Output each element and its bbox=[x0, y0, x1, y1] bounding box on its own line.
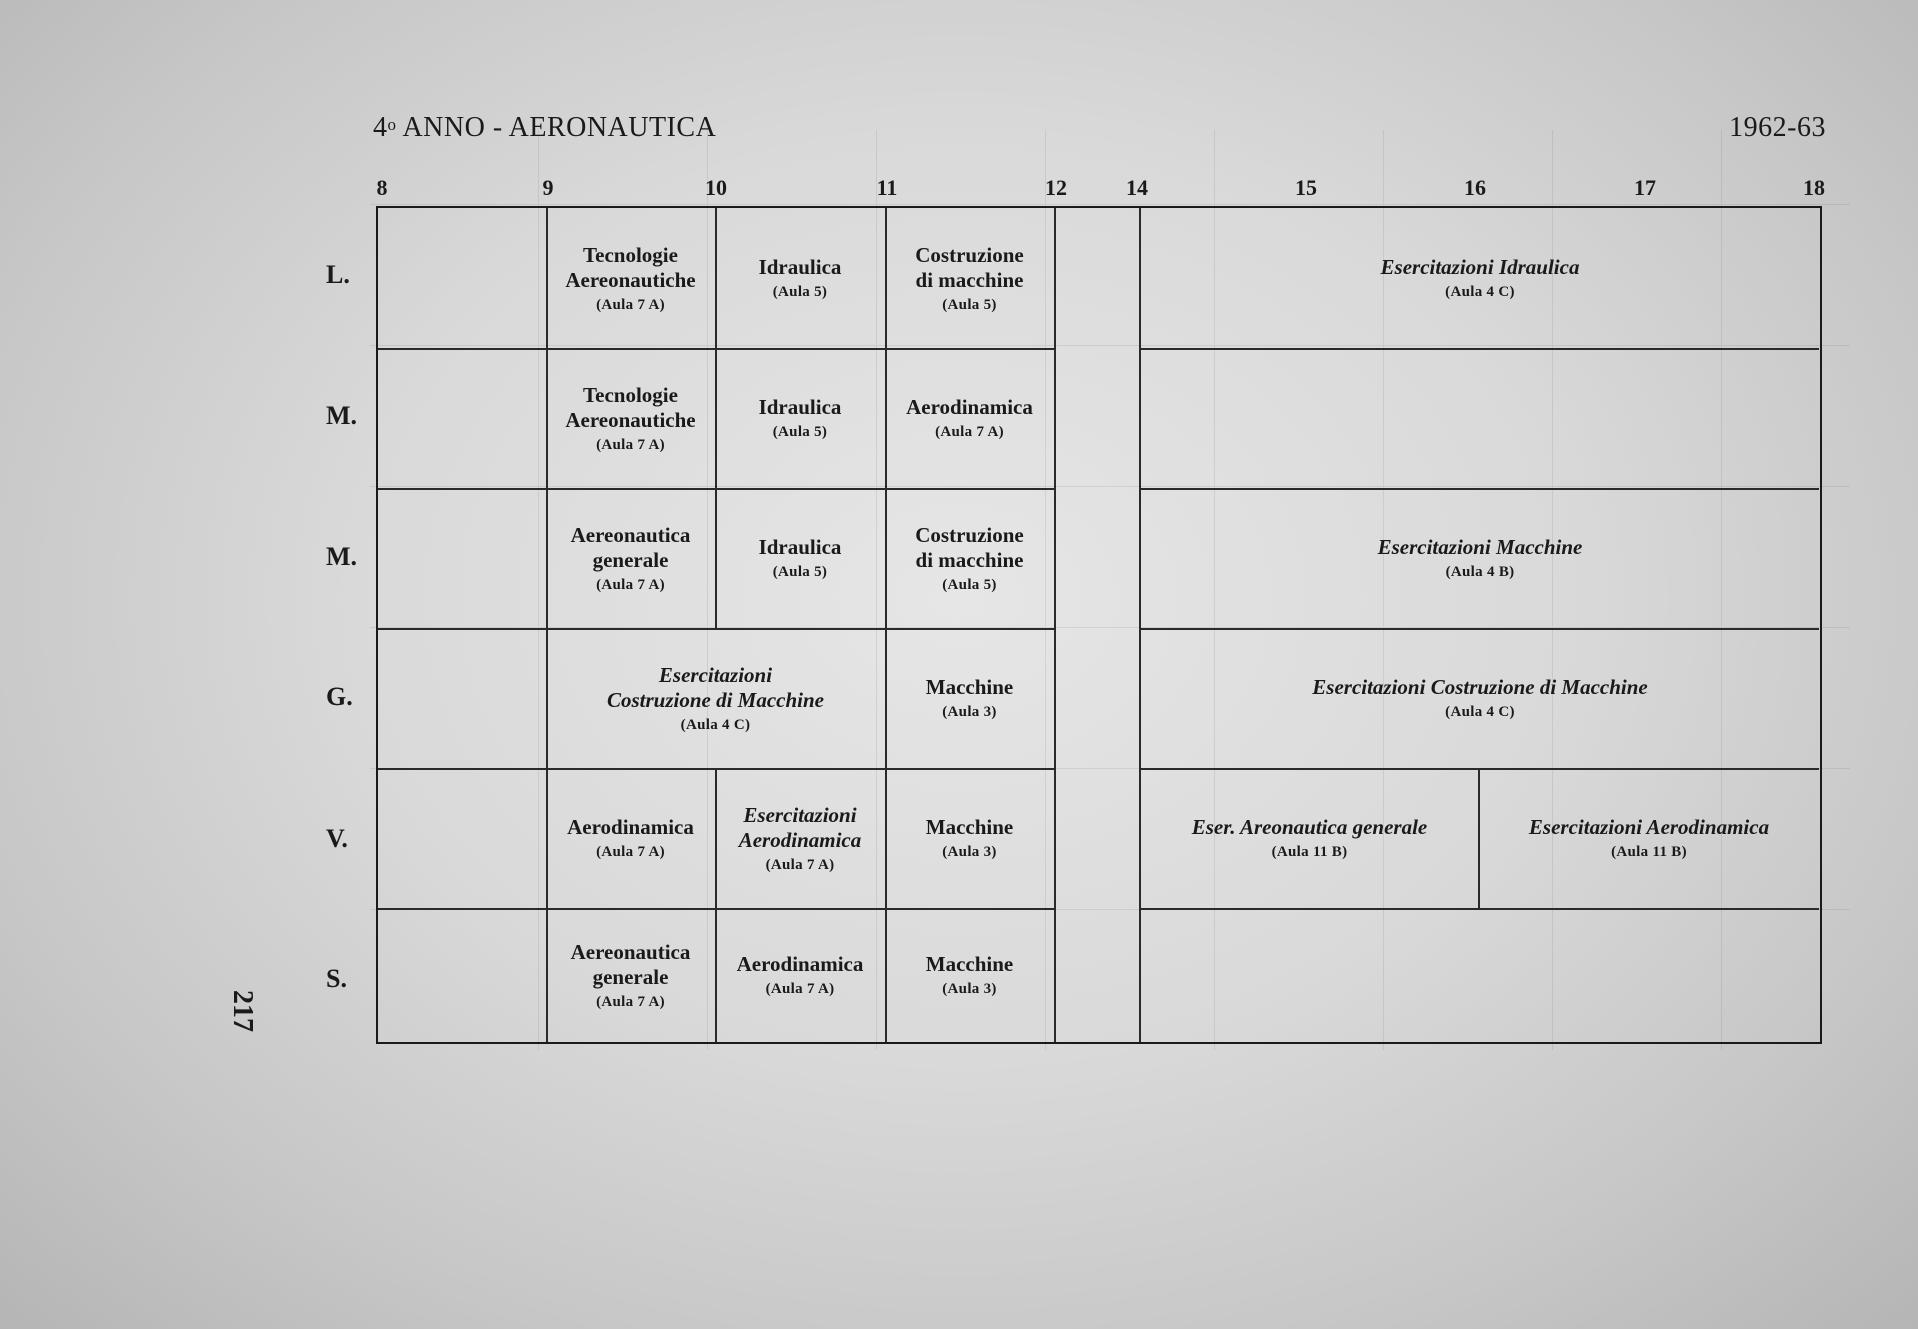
room-label: (Aula 7 A) bbox=[596, 844, 665, 860]
class-cell bbox=[885, 208, 1054, 348]
room-label: (Aula 7 A) bbox=[935, 424, 1004, 440]
hour-label: 17 bbox=[1634, 175, 1656, 200]
hour-label: 8 bbox=[376, 175, 388, 200]
course-name: Aerodinamica bbox=[906, 395, 1033, 419]
class-cell bbox=[885, 348, 1054, 488]
class-cell bbox=[715, 768, 885, 908]
room-label: (Aula 4 C) bbox=[680, 716, 751, 733]
course-name: Esercitazioni Idraulica bbox=[1380, 255, 1580, 279]
course-name: Macchine bbox=[925, 675, 1014, 699]
course-name: Idraulica bbox=[758, 255, 842, 279]
class-cell bbox=[885, 908, 1054, 1042]
class-cell bbox=[1479, 768, 1819, 908]
class-cell bbox=[885, 628, 1054, 768]
room-label: (Aula 5) bbox=[772, 564, 828, 580]
class-cell bbox=[546, 348, 715, 488]
room-label: (Aula 7 A) bbox=[596, 993, 665, 1010]
hour-label: 16 bbox=[1464, 175, 1486, 200]
class-cell bbox=[885, 768, 1054, 908]
course-name: Idraulica bbox=[758, 395, 842, 419]
hour-label: 12 bbox=[1045, 175, 1067, 200]
class-cell bbox=[1141, 208, 1819, 348]
class-cell bbox=[715, 488, 885, 628]
class-cell bbox=[1141, 628, 1819, 768]
room-label: (Aula 7 A) bbox=[765, 981, 835, 997]
room-label: (Aula 5) bbox=[942, 296, 997, 313]
hour-label: 9 bbox=[542, 175, 554, 200]
room-label: (Aula 3) bbox=[942, 981, 997, 997]
course-name: Costruzione di macchine bbox=[915, 522, 1024, 572]
course-name: Aerodinamica bbox=[736, 952, 864, 976]
page-number: 217 bbox=[227, 990, 258, 1032]
room-label: (Aula 7 A) bbox=[596, 436, 665, 453]
day-label: M. bbox=[326, 401, 358, 430]
course-name: Esercitazioni Costruzione di Macchine bbox=[1312, 675, 1648, 699]
room-label: (Aula 4 C) bbox=[1445, 704, 1515, 720]
hour-label: 15 bbox=[1295, 175, 1317, 200]
grid-line bbox=[1141, 908, 1819, 910]
room-label: (Aula 3) bbox=[942, 704, 997, 720]
course-name: Esercitazioni Aerodinamica bbox=[738, 802, 862, 852]
day-label: M. bbox=[326, 542, 358, 571]
hour-label: 18 bbox=[1803, 175, 1825, 200]
room-label: (Aula 11 B) bbox=[1271, 844, 1348, 860]
class-cell bbox=[715, 908, 885, 1042]
class-cell bbox=[1141, 768, 1478, 908]
day-label: L. bbox=[326, 260, 350, 289]
timetable-grid bbox=[376, 206, 1822, 1044]
course-name: Esercitazioni Costruzione di Macchine bbox=[606, 662, 825, 712]
class-cell bbox=[1141, 488, 1819, 628]
room-label: (Aula 5) bbox=[772, 284, 828, 300]
room-label: (Aula 7 A) bbox=[596, 296, 665, 313]
hour-label: 10 bbox=[705, 175, 727, 200]
course-name: Aereonautica generale bbox=[570, 939, 691, 989]
room-label: (Aula 7 A) bbox=[596, 576, 665, 593]
room-label: (Aula 11 B) bbox=[1611, 844, 1687, 860]
class-cell bbox=[546, 768, 715, 908]
hour-label: 11 bbox=[876, 175, 898, 200]
room-label: (Aula 4 B) bbox=[1445, 564, 1515, 580]
course-name: Macchine bbox=[925, 952, 1014, 976]
course-name: Macchine bbox=[925, 815, 1014, 839]
course-name: Idraulica bbox=[758, 535, 842, 559]
class-cell bbox=[715, 208, 885, 348]
day-label: G. bbox=[326, 682, 353, 711]
class-cell bbox=[546, 908, 715, 1042]
room-label: (Aula 5) bbox=[772, 424, 828, 440]
course-name: Costruzione di macchine bbox=[915, 242, 1024, 292]
course-name: Esercitazioni Aerodinamica bbox=[1528, 815, 1770, 839]
page-title: 4$^o$ ANNO - AERONAUTICA bbox=[373, 112, 717, 143]
room-label: (Aula 3) bbox=[942, 844, 997, 860]
grid-line bbox=[1054, 208, 1056, 1042]
class-cell bbox=[715, 348, 885, 488]
room-label: (Aula 4 C) bbox=[1445, 284, 1515, 300]
course-name: Tecnologie Aereonautiche bbox=[565, 242, 696, 292]
hour-label: 14 bbox=[1126, 175, 1148, 200]
class-cell bbox=[885, 488, 1054, 628]
course-name: Aereonautica generale bbox=[570, 522, 691, 572]
grid-line bbox=[1141, 348, 1819, 350]
course-name: Aerodinamica bbox=[567, 815, 694, 839]
day-label: S. bbox=[326, 964, 347, 993]
course-name: Tecnologie Aereonautiche bbox=[565, 382, 696, 432]
class-cell bbox=[546, 208, 715, 348]
room-label: (Aula 7 A) bbox=[765, 856, 835, 873]
day-label: V. bbox=[326, 824, 348, 853]
course-name: Eser. Areonautica generale bbox=[1191, 815, 1428, 839]
class-cell bbox=[546, 628, 885, 768]
course-name: Esercitazioni Macchine bbox=[1377, 535, 1583, 559]
academic-year: 1962-63 bbox=[1729, 112, 1826, 143]
room-label: (Aula 5) bbox=[942, 576, 997, 593]
class-cell bbox=[546, 488, 715, 628]
